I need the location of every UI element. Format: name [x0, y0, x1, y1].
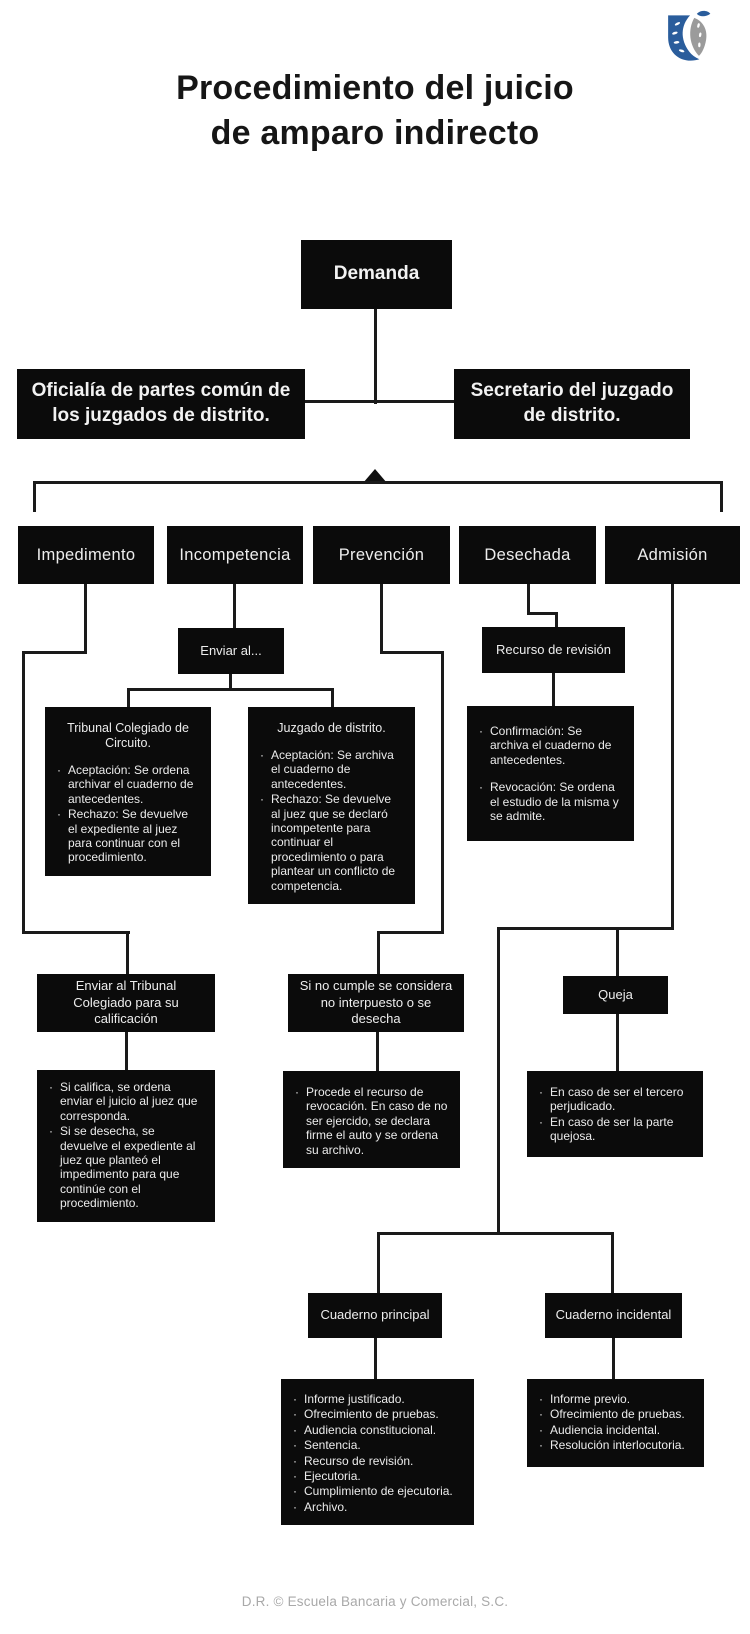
bullet-item: · Archivo. — [293, 1500, 462, 1514]
node-incompetencia — [167, 526, 303, 584]
tribunal-colegiado-list — [57, 763, 199, 865]
node-cuaderno-principal — [308, 1293, 442, 1338]
connector — [671, 584, 674, 930]
connector — [377, 931, 444, 934]
bullet-item: · Aceptación: Se ordena archivar el cuaderno de antecedentes. — [57, 763, 199, 806]
bullet-item: · Procede el recurso de revocación. En caso de no ser ejercido, se declara firme el auto y se ordena su archivo. — [295, 1085, 448, 1157]
connector — [527, 612, 558, 615]
ebc-logo — [658, 10, 712, 68]
connector — [377, 931, 380, 976]
bullet-item: · Audiencia incidental. — [539, 1423, 692, 1437]
node-principal-etapas — [281, 1379, 474, 1525]
node-desechada — [459, 526, 596, 584]
node-si-no-cumple-label: Si no cumple se considera no interpuesto o se desecha — [299, 977, 453, 1027]
connector — [33, 481, 36, 512]
bullet-item: · Ofrecimiento de pruebas. — [293, 1407, 462, 1421]
node-enviar-al-label: Enviar al... — [200, 642, 262, 658]
connector — [126, 931, 129, 976]
node-impedimento — [18, 526, 154, 584]
connector — [720, 481, 723, 512]
bullet-item: · Ofrecimiento de pruebas. — [539, 1407, 692, 1421]
node-oficialia — [17, 369, 305, 439]
bullet-item: · Informe justificado. — [293, 1392, 462, 1406]
node-impedimento-label: Impedimento — [36, 545, 136, 564]
bullet-item: · Si califica, se ordena enviar el juicio al juez que corresponda. — [49, 1080, 203, 1123]
node-enviar-al — [178, 628, 284, 674]
node-cuaderno-principal-label: Cuaderno principal — [320, 1307, 430, 1323]
bullet-item: · Rechazo: Se devuelve al juez que se declaró incompetente para continuar el procedimiento o para plantear un conflicto de competencia. — [260, 792, 403, 893]
bullet-item: · Cumplimiento de ejecutoria. — [293, 1484, 462, 1498]
node-queja-casos — [527, 1071, 703, 1157]
node-juzgado-distrito — [248, 707, 415, 904]
bullet-item: · Confirmación: Se archiva el cuaderno de antecedentes. — [479, 724, 622, 767]
connector — [377, 1232, 614, 1235]
bullet-item: · Sentencia. — [293, 1438, 462, 1452]
node-incompetencia-label: Incompetencia — [179, 545, 291, 564]
connector — [331, 688, 334, 709]
node-admision — [605, 526, 740, 584]
node-incidental-etapas — [527, 1379, 704, 1467]
bullet-item: · Ejecutoria. — [293, 1469, 462, 1483]
node-secretario-label: Secretario del juzgado de distrito. — [470, 380, 674, 426]
node-queja-label: Queja — [598, 986, 633, 1002]
juzgado-distrito-list — [260, 748, 403, 893]
bullet-item: · En caso de ser la parte quejosa. — [539, 1115, 691, 1144]
node-prevencion — [313, 526, 450, 584]
node-si-no-cumple — [288, 974, 464, 1032]
connector — [22, 651, 87, 654]
connector — [84, 584, 87, 654]
connector — [611, 1232, 614, 1294]
connector — [497, 927, 674, 930]
connector — [377, 1232, 380, 1294]
connector — [376, 1032, 379, 1073]
node-revision-resultados — [467, 706, 634, 841]
connector — [380, 651, 444, 654]
node-admision-label: Admisión — [637, 545, 708, 564]
node-enviar-tribunal — [37, 974, 215, 1032]
page-title — [0, 66, 750, 156]
node-tribunal-colegiado — [45, 707, 211, 876]
node-cuaderno-incidental-label: Cuaderno incidental — [555, 1307, 672, 1323]
bullet-item: · Audiencia constitucional. — [293, 1423, 462, 1437]
footer-credit: D.R. © Escuela Bancaria y Comercial, S.C. — [241, 1594, 509, 1609]
bullet-item: · Recurso de revisión. — [293, 1454, 462, 1468]
connector — [527, 584, 530, 615]
node-enviar-tribunal-label: Enviar al Tribunal Colegiado para su calificación — [73, 977, 179, 1027]
node-queja — [563, 976, 668, 1014]
bullet-item: · Revocación: Se ordena el estudio de la misma y se admite. — [479, 780, 622, 823]
connector — [441, 651, 444, 934]
connector — [22, 931, 130, 934]
connector — [616, 927, 619, 978]
queja-casos-list — [539, 1085, 691, 1144]
bullet-item: · Si se desecha, se devuelve el expediente al juez que planteó el impedimento para que continúe con el procedimiento. — [49, 1124, 203, 1210]
connector — [233, 584, 236, 630]
bullet-item: · Informe previo. — [539, 1392, 692, 1406]
connector — [125, 1031, 128, 1072]
node-oficialia-label: Oficialía de partes común de los juzgados de distrito. — [31, 380, 291, 426]
node-demanda — [301, 240, 452, 309]
connector — [616, 1014, 619, 1072]
connector — [127, 688, 334, 691]
connector — [127, 688, 130, 709]
page-title-line2: de amparo indirecto — [210, 113, 540, 152]
connector — [612, 1338, 615, 1380]
node-calificacion-resultados — [37, 1070, 215, 1222]
page-title-line1: Procedimiento del juicio — [176, 69, 574, 107]
bullet-item: · Rechazo: Se devuelve el expediente al juez para continuar con el procedimiento. — [57, 807, 199, 865]
node-desechada-label: Desechada — [484, 545, 571, 564]
tribunal-colegiado-title: Tribunal Colegiado de Circuito. — [67, 721, 189, 750]
connector — [380, 584, 383, 654]
ebc-logo-icon — [658, 10, 712, 68]
node-recurso-revision — [482, 627, 625, 673]
node-cuaderno-incidental — [545, 1293, 682, 1338]
connector — [497, 927, 500, 1235]
principal-etapas-list — [293, 1392, 462, 1514]
revision-resultados-list — [479, 724, 622, 823]
connector — [374, 308, 377, 404]
connector — [33, 481, 723, 484]
incidental-etapas-list — [539, 1392, 692, 1453]
node-revocacion-resultados — [283, 1071, 460, 1168]
connector — [305, 400, 454, 403]
bullet-item: · Resolución interlocutoria. — [539, 1438, 692, 1452]
connector — [374, 1338, 377, 1380]
node-prevencion-label: Prevención — [338, 545, 425, 564]
node-secretario — [454, 369, 690, 439]
bullet-item: · En caso de ser el tercero perjudicado. — [539, 1085, 691, 1114]
revocacion-resultados-list — [295, 1085, 448, 1157]
juzgado-distrito-title: Juzgado de distrito. — [277, 721, 386, 735]
bullet-item: · Aceptación: Se archiva el cuaderno de antecedentes. — [260, 748, 403, 791]
node-recurso-revision-label: Recurso de revisión — [496, 641, 611, 657]
connector — [22, 651, 25, 934]
node-demanda-label: Demanda — [333, 263, 420, 285]
calificacion-resultados-list — [49, 1080, 203, 1211]
connector — [552, 673, 555, 708]
